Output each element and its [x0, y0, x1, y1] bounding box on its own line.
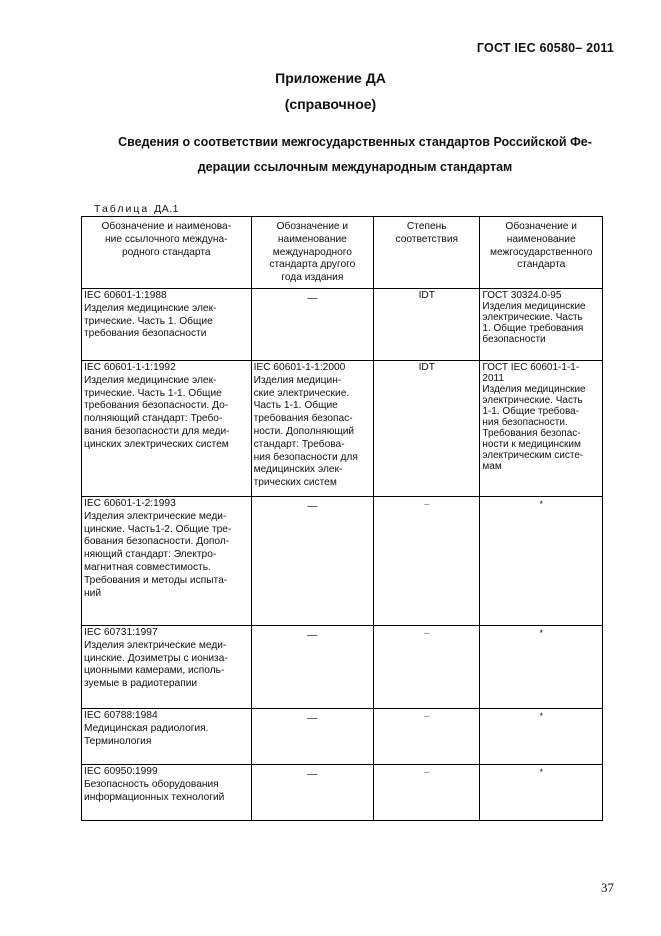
- cell-reference-standard: IEC 60601-1-2:1993 Изделия электрические меди- цинские. Часть1-2. Общие тре- бования безопасности. Допол- няющий стандарт: Электро- магнитная совместимость. Требования и методы испыта- ний: [82, 497, 252, 626]
- cell-reference-standard: IEC 60950:1999 Безопасность оборудования информационных технологий: [82, 765, 252, 821]
- cell-other-year-standard: —: [251, 709, 374, 765]
- cell-degree: –: [374, 497, 480, 626]
- cell-degree: –: [374, 765, 480, 821]
- cell-degree: IDT: [374, 361, 480, 497]
- cell-other-year-standard: —: [251, 765, 374, 821]
- table-caption-number: ДА.1: [154, 203, 179, 215]
- cell-other-year-standard: —: [251, 289, 374, 361]
- section-heading-line1: Сведения о соответствии межгосударственных стандартов Российской Фе-: [118, 135, 592, 149]
- section-heading-line2: дерации ссылочным международным стандартам: [197, 160, 513, 174]
- table-row: [82, 626, 603, 709]
- column-header-reference-standard: Обозначение и наименова- ние ссылочного междуна- родного стандарта: [82, 217, 252, 289]
- cell-other-year-standard: —: [251, 626, 374, 709]
- cell-degree: –: [374, 626, 480, 709]
- table-row: [82, 709, 603, 765]
- cell-reference-standard: IEC 60731:1997 Изделия электрические меди- цинские. Дозиметры с иониза- ционными камерами, исполь- зуемые в радиотерапии: [82, 626, 252, 709]
- appendix-subtitle: (справочное): [284, 96, 377, 112]
- cell-interstate-standard: ГОСТ IEC 60601-1-1- 2011 Изделия медицинские электрические. Часть 1-1. Общие требова- ния безопасности. Требования безопас- ности к медицинским электрическим систе- мам: [480, 361, 603, 497]
- cell-degree: IDT: [374, 289, 480, 361]
- table-header-row: [82, 217, 603, 289]
- cell-interstate-standard: *: [480, 497, 603, 626]
- column-header-other-year-standard: Обозначение и наименование международного стандарта другого года издания: [251, 217, 374, 289]
- cell-reference-standard: IEC 60601-1:1988 Изделия медицинские элек- трические. Часть 1. Общие требования безопасности: [82, 289, 252, 361]
- cell-degree: –: [374, 709, 480, 765]
- cell-interstate-standard: ГОСТ 30324.0-95 Изделия медицинские электрические. Часть 1. Общие требования безопасности: [480, 289, 603, 361]
- cell-interstate-standard: *: [480, 765, 603, 821]
- table-row: [82, 361, 603, 497]
- table-caption: [94, 203, 179, 215]
- cell-interstate-standard: *: [480, 626, 603, 709]
- cell-reference-standard: IEC 60601-1-1:1992 Изделия медицинские элек- трические. Часть 1-1. Общие требования безопасности. До- полняющий стандарт: Требо- вания безопасности для меди- цинских электрических систем: [82, 361, 252, 497]
- cell-interstate-standard: *: [480, 709, 603, 765]
- section-heading: [90, 130, 620, 180]
- document-code: ГОСТ IEC 60580– 2011: [476, 41, 614, 55]
- appendix-title: Приложение ДА: [275, 70, 386, 86]
- page-number: 37: [601, 880, 614, 895]
- table-row: [82, 497, 603, 626]
- column-header-interstate-standard: Обозначение и наименование межгосударственного стандарта: [480, 217, 603, 289]
- cell-other-year-standard: —: [251, 497, 374, 626]
- cell-reference-standard: IEC 60788:1984 Медицинская радиология. Терминология: [82, 709, 252, 765]
- cell-other-year-standard: IEC 60601-1-1:2000 Изделия медицин- ские электрические. Часть 1-1. Общие требования безопас- ности. Дополняющий стандарт: Требова- ния безопасности для медицинских элек- трических систем: [251, 361, 374, 497]
- column-header-degree: Степень соответствия: [374, 217, 480, 289]
- table-row: [82, 289, 603, 361]
- table-row: [82, 765, 603, 821]
- table-caption-label: Таблица: [94, 203, 150, 215]
- standards-correspondence-table: [81, 216, 603, 821]
